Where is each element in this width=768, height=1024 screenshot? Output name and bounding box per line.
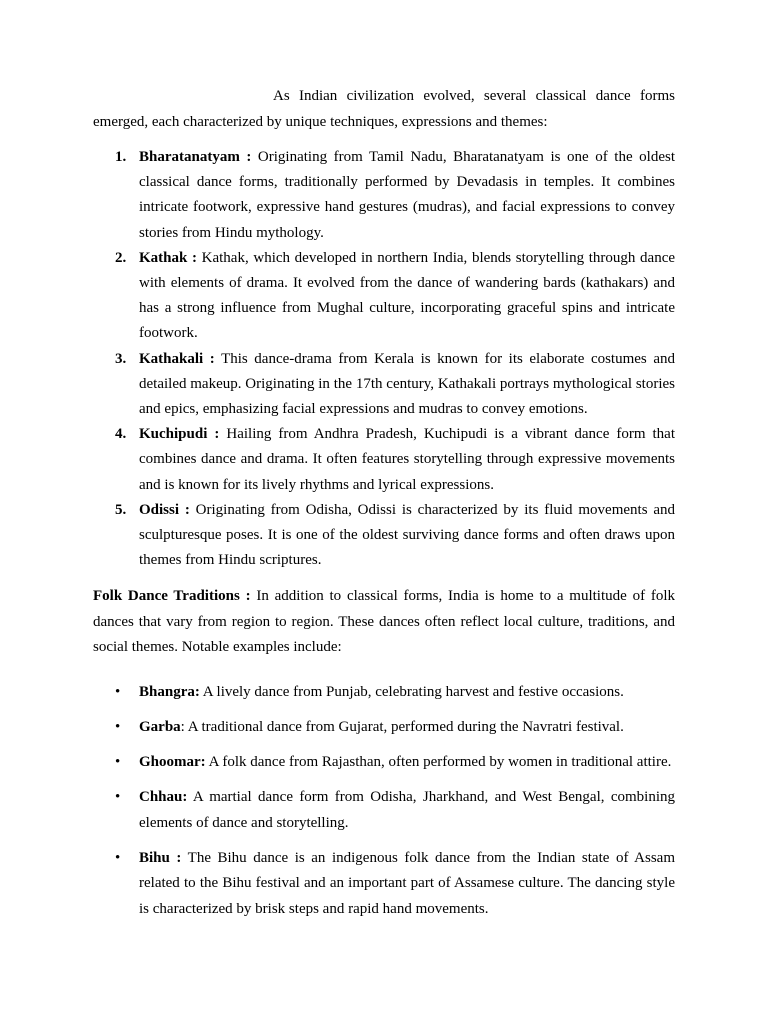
folk-dance-item	[93, 846, 675, 923]
dance-name: Garba	[139, 719, 181, 736]
classical-dance-item	[93, 246, 675, 347]
dance-description: The Bihu dance is an indigenous folk dance from the Indian state of Assam related to the Bihu festival and an important part of Assamese culture. The dancing style is characterized by brisk steps and rapid hand movements.	[139, 849, 675, 917]
classical-dance-list	[93, 145, 675, 573]
dance-description: : A traditional dance from Gujarat, performed during the Navratri festival.	[180, 719, 624, 736]
list-number: 5.	[115, 501, 127, 518]
dance-name: Odissi :	[139, 501, 190, 518]
dance-name: Kathak :	[139, 249, 197, 266]
list-number: 4.	[115, 426, 127, 443]
dance-name: Ghoomar:	[139, 754, 206, 771]
folk-dance-item	[93, 750, 675, 776]
dance-description: Originating from Odisha, Odissi is characterized by its fluid movements and sculpturesque poses. It is one of the oldest surviving dance forms and often draws upon themes from Hindu scriptures.	[139, 501, 676, 569]
folk-dance-list	[93, 680, 675, 922]
dance-description: Kathak, which developed in northern India, blends storytelling through dance with elements of drama. It evolved from the dance of wandering bards (kathakars) and has a strong influence from Mughal culture, incorporating graceful spins and intricate footwork.	[139, 249, 676, 342]
classical-dance-item	[93, 422, 675, 498]
folk-dance-item	[93, 680, 675, 706]
dance-description: Originating from Tamil Nadu, Bharatanatyam is one of the oldest classical dance forms, traditionally performed by Devadasis in temples. It combines intricate footwork, expressive hand gestures (mudras), and facial expressions to convey stories from Hindu mythology.	[139, 149, 675, 241]
classical-dance-item	[93, 145, 675, 246]
bullet-icon: •	[115, 683, 121, 700]
dance-name: Bhangra:	[139, 683, 200, 700]
dance-description: A lively dance from Punjab, celebrating harvest and festive occasions.	[199, 683, 624, 700]
list-number: 3.	[115, 350, 127, 367]
list-number: 2.	[115, 249, 127, 266]
intro-paragraph: As Indian civilization evolved, several classical dance forms emerged, each characterized by unique techniques, expressions and themes:	[93, 88, 675, 130]
dance-name: Kuchipudi :	[139, 426, 220, 443]
dance-description: Hailing from Andhra Pradesh, Kuchipudi is a vibrant dance form that combines dance and drama. It often features storytelling through expressive movements and is known for its lively rhythms and lyrical expressions.	[139, 426, 675, 493]
classical-dance-item	[93, 347, 675, 423]
bullet-icon: •	[115, 849, 121, 866]
bullet-icon: •	[115, 754, 121, 771]
dance-description: A martial dance form from Odisha, Jharkhand, and West Bengal, combining elements of dance and storytelling.	[139, 789, 675, 831]
dance-name: Chhau:	[139, 789, 188, 806]
document-page	[93, 84, 675, 932]
folk-dance-item	[93, 715, 675, 741]
dance-description: This dance-drama from Kerala is known for its elaborate costumes and detailed makeup. Originating in the 17th century, Kathakali portrays mythological stories and epics, emphasizing facial expressions and mudras to convey emotions.	[139, 350, 675, 418]
folk-intro-paragraph	[93, 584, 675, 661]
folk-dance-item	[93, 785, 675, 836]
dance-description: A folk dance from Rajasthan, often performed by women in traditional attire.	[205, 754, 672, 771]
bullet-icon: •	[115, 719, 121, 736]
folk-section-heading: Folk Dance Traditions :	[93, 588, 251, 605]
folk-section-text: In addition to classical forms, India is home to a multitude of folk dances that vary from region to region. These dances often reflect local culture, traditions, and social themes. Notable examples include:	[93, 588, 675, 656]
classical-dance-item	[93, 498, 675, 574]
dance-name: Bharatanatyam :	[139, 149, 252, 165]
dance-name: Bihu :	[139, 849, 182, 866]
dance-name: Kathakali :	[139, 350, 215, 367]
list-number: 1.	[115, 149, 127, 165]
bullet-icon: •	[115, 789, 121, 806]
